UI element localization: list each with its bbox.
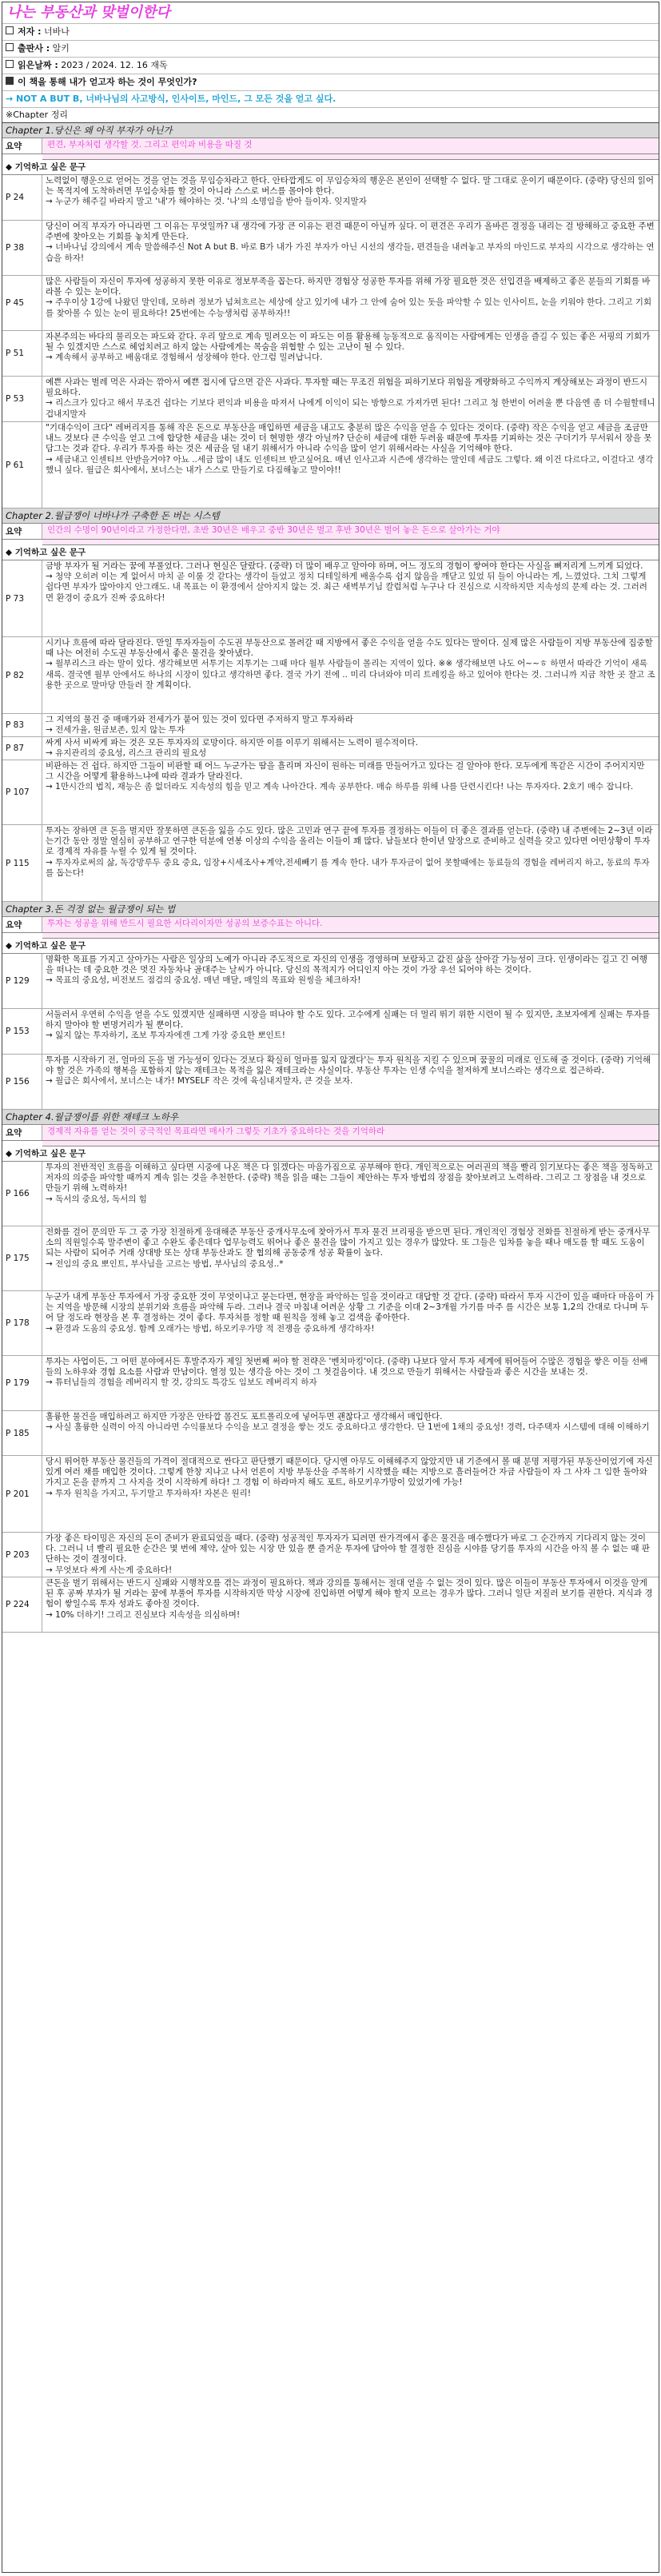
checkbox-icon (6, 43, 14, 51)
meta-label: 읽은날짜 : (18, 60, 58, 70)
quote-note: → 월부리스크 라는 말이 있다. 생각해보면 서투기는 지투기는 그때 마다 월부 사람들이 몰리는 지역이 있다. ※※ 생각해보면 나도 어~~ㅎ 하면서 따라간 기억이 새록새록. 결국엔 월부 안에서도 하나의 시장이 있다고 생각하면 좋다. 결국 가기 전에 .. 미리 다녀와야 미리 트레킹을 하고 있어야 한다는 것. 그러니까 지금 착한 곳 잘고 조용한 곳으로 말마당 만들러 잘 계획이다. (46, 659, 655, 690)
quote-body: 투자는 사업이든, 그 어떤 분야에서든 후발주자가 제일 첫번째 써야 할 전략은 '벤치마킹'이다. (중략) 나보다 앞서 투자 세계에 뛰어들어 수많은 경험을 쌓은 이들 선배들의 노하우와 경험 요소를 사람과 만남이다. 열정 있는 생각을 아는 것이 그 첫걸음이다. 내 것으로 만들기 위해서는 사람들과 좋은 시간을 보내는 것. (46, 1357, 648, 1378)
page-number: P 203 (2, 1533, 42, 1577)
page-number: P 179 (2, 1356, 42, 1410)
page-number: P 178 (2, 1291, 42, 1355)
quote-text (42, 422, 659, 508)
summary-text: 경제적 자유를 얻는 것이 궁극적인 목표라면 매사가 그렇듯 기초가 중요하다는 것을 기억하라 (42, 1125, 659, 1140)
quotes-heading: ◆ 기억하고 싶은 문구 (2, 1146, 659, 1162)
quote-body: 전화를 걸어 문의만 두 그 중 가장 친절하게 응대해준 부동산 중개사무소에 찾아가서 투자 물건 브리핑을 받으면 된다. 개인적인 경험상 전화를 친절하게 받는 중개사무소의 직원일수록 말주변이 좋고 수완도 좋은데다 업무능력도 뛰어나 좋은 물건을 많이 가지고 있는 경우가 많았다. 또 그들은 임차를 놓을 때나 매도를 할 때도 도움이 되는 사람이 되어주 거래 상대방 또는 상대 부동산과도 잘 협의해 공동중개 성공 확률이 높다. (46, 1227, 651, 1258)
quote-text (42, 276, 659, 330)
quote-text (42, 637, 659, 713)
quote-body: 서둘러서 우연히 수익을 얻을 수도 있겠지만 실패하면 시장을 떠나야 할 수도 있다. 고수에게 실패는 더 멀리 뛰기 위한 시련이 될 수 있지만, 초보자에게 실패는 투자를 하지 말아야 할 변명거리가 될 뿐이다. (46, 1010, 651, 1031)
quote-row (2, 760, 659, 825)
page-number: P 61 (2, 422, 42, 508)
page-number: P 201 (2, 1456, 42, 1532)
meta-block (2, 24, 659, 91)
page-number: P 83 (2, 714, 42, 736)
summary-label: 요약 (2, 138, 42, 154)
quote-body: 훌륭한 물건을 매입하려고 하지만 가장은 안타깝 몸건도 포트폴리오에 넣어두면 괜찮다고 생각해서 매입한다. (46, 1412, 443, 1422)
meta-row (2, 58, 659, 74)
page-number: P 73 (2, 560, 42, 636)
quote-text (42, 1291, 659, 1355)
quote-text (42, 825, 659, 901)
quote-note: → 목표의 중요성, 비전보드 점검의 중요성. 매년 매달, 매일의 목표와 원씽을 체크하자! (46, 975, 361, 986)
chapters (2, 123, 659, 1633)
quote-body: 당시 뛰어한 부동산 물건들의 가격이 절대적으로 싼다고 판단했기 때문이다. 당시엔 아무도 이해해주지 않았지만 내 기준에서 볼 때 분명 저평가된 부동산이었기에 자신 있게 여러 채를 매입한 것이다. 그렇게 한창 지나고 나서 언론이 지방 부동산을 주목하기 시작했을 때는 지방으로 흘러들어간 자금 사람들이 자 그 사자 그 임한 돌아와가지고 돈을 끝까지 그 사지을 것이 시작하게 하다! 그 경험 이 하라마지 해도 포트, 하모키우가망이 있었기에 가능! (46, 1457, 653, 1488)
quote-note: → 너바나님 강의에서 계속 말씀해주신 Not A but B. 바로 B가 내가 가진 부자가 아닌 시선의 생각들, 편견들을 내려놓고 부자의 마인드로 부자의 시각으로 생각하는 연습을 하자! (46, 242, 655, 263)
page-number: P 153 (2, 1009, 42, 1054)
checkbox-icon (6, 60, 14, 68)
chapter-summary (2, 138, 659, 154)
quote-row (2, 1356, 659, 1411)
quote-row (2, 331, 659, 377)
quote-row (2, 637, 659, 714)
page-title: 나는 부동산과 맞벌이한다 (2, 2, 659, 24)
summary-text: 인간의 수명이 90년이라고 가정한다면, 초반 30년은 배우고 중반 30년은 벌고 후반 30년은 벌어 놓은 돈으로 살아가는 거야 (42, 524, 659, 539)
quote-note: → 독서의 중요성, 독서의 힘 (46, 1194, 147, 1204)
chapter-summary (2, 524, 659, 540)
quotes-heading: ◆ 기억하고 싶은 문구 (2, 939, 659, 954)
quote-row (2, 954, 659, 1009)
quote-row (2, 377, 659, 422)
page-number: P 107 (2, 760, 42, 824)
quote-row (2, 560, 659, 637)
quote-note: → 청약 오히려 이는 게 없어서 마치 곧 이룰 것 같다는 생각이 들었고 정치 디테일하게 배울수록 쉽지 않음을 깨닫고 있었 뒤 들이 아니라는 게, 느꼈었다. 그치 그렇게 쉽다면 부자가 많아야지 안그래도. 내 목표는 이 환경에서 살아지지 않는 것. 최근 새벽부기님 칼럼처럼 누구나 다 진심으로 시작하지만 지속성의 문제 라는 것. 그러려면 환경이 중요가 진짜 중요하다! (46, 572, 647, 603)
chapter-summary (2, 1125, 659, 1141)
quote-body: 누군가 내게 부동산 투자에서 가장 중요한 것이 무엇이냐고 묻는다면, 현장을 파악하는 일을 것이라고 대답할 것 같다. (중략) 따라서 투자 시간이 있을 때마다 마음이 가는 지역을 방문해 시장의 분위기와 흐름을 파악해 두라. 그러나 결국 마침내 어려운 상황 그 기준을 이대 2~3개월 가기를 마주 를 시간은 보통 1,2의 간대로 다니며 두어 달 정도라 현장을 본 후 결정하는 것이 좋다. 투자처를 정할 때 원칙을 정해 놓고 검색을 좋아한다. (46, 1292, 655, 1323)
quote-text (42, 1162, 659, 1226)
quote-row (2, 1291, 659, 1356)
summary-blank (42, 540, 659, 545)
quote-note: → 전임의 중요 뽀인트, 부사님을 고르는 방법, 부사님의 중요성..* (46, 1258, 284, 1269)
quote-body: 당신이 여직 부자가 아니라면 그 이유는 무엇일까? 내 생각에 가장 큰 이유는 편견 때문이 아닐까 싶다. 이 편견은 우리가 올바른 결정을 내리는 걸 방해하고 중요한 주변 주변에 찾아오는 기회를 놓치게 만든다. (46, 221, 655, 242)
quote-text (42, 377, 659, 421)
meta-value: 2023 / 2024. 12. 16 재독 (58, 60, 168, 70)
chapter-title: Chapter 2.월급쟁이 너바나가 구축한 돈 버는 시스템 (2, 508, 659, 524)
page-number: P 53 (2, 377, 42, 421)
summary-text: 편견, 부자처럼 생각할 것. 그리고 편익과 비용을 따질 것 (42, 138, 659, 154)
summary-label: 요약 (2, 917, 42, 932)
checkbox-icon (6, 77, 14, 85)
quote-note: → 월급은 회사에서, 보너스는 내가! MYSELF 작은 것에 육심내지말자, 큰 것을 보자. (46, 1076, 353, 1087)
quote-text (42, 714, 659, 736)
page-number: P 24 (2, 175, 42, 220)
page-number: P 87 (2, 737, 42, 760)
quote-text (42, 760, 659, 824)
summary-blank (42, 1141, 659, 1146)
quote-row (2, 1162, 659, 1226)
meta-value: 알키 (50, 43, 70, 54)
page-number: P 45 (2, 276, 42, 330)
quote-body: 가장 좋은 타이밍은 자신의 돈이 준비가 완료되었을 때다. (중략) 성공적인 투자자가 되려면 싼가격에서 좋은 물건을 매수했다가 바로 그 순간까지 기다리지 않는 것이다. 그러니 너 빨리 필요한 순간은 몇 번에 제약, 살아 있는 시장 만 있을 뿐 즐거운 투자에 담아야 할 결정한 진심을 시야를 당기를 투자의 시간을 아직 볼 수 없는 때 판단하는 것이 결정이다. (46, 1533, 650, 1565)
meta-value: 너바나 (41, 26, 70, 37)
quote-row (2, 714, 659, 737)
quote-row (2, 1226, 659, 1291)
quote-row (2, 1533, 659, 1577)
quote-body: 투자는 장하면 큰 돈을 벌지만 잘못하면 큰돈을 잃을 수도 있다. 많은 고민과 연구 끝에 투자를 결정하는 이들이 더 좋은 결과를 얻는다. (중략) 내 주변에는 2~3년 이라는기간 동안 정말 열심히 공부하고 연구한 덕분에 연봉 이상의 수익을 올리는 이들이 꽤 많다. 남들보다 한이년 앞장으로 준비하고 실력을 갖고 있다면 어떤상황이 투자로 경제적 자유를 누릴 수 있게 될 것이다. (46, 826, 653, 857)
quote-note: → 유지관리의 중요성, 리스크 관리의 필요성 (46, 748, 207, 759)
quote-note: → 투자 원칙을 가지고, 두기말고 투자하자! 자본은 원리! (46, 1488, 251, 1498)
meta-row (2, 74, 659, 91)
quotes-heading: ◆ 기억하고 싶은 문구 (2, 160, 659, 175)
quote-row (2, 737, 659, 760)
quote-row (2, 1577, 659, 1633)
page-number: P 224 (2, 1577, 42, 1632)
quote-body: 시기나 흐름에 따라 달라진다. 만일 투자자들이 수도권 부동산으로 몰려갈 때 지방에서 좋은 수익을 얻을 수도 있다는 말이다. 실제 많은 사람들이 지방 부동산에 집중할 때 나는 여전히 수도권 부동산에서 좋은 물건을 찾아냈다. (46, 638, 653, 659)
chapter-title: Chapter 3.돈 걱정 없는 월급쟁이 되는 법 (2, 902, 659, 917)
quote-row (2, 276, 659, 331)
quote-text (42, 175, 659, 220)
quote-body: 명확한 목표를 가지고 살아가는 사람은 일상의 노예가 아니라 주도적으로 자신의 인생을 경영하며 보람차고 값진 삶을 살아갈 가능성이 크다. 인생이라는 길고 긴 여행을 떠나는 데 중요한 것은 멋진 자동차나 골대주는 날씨가 아니다. 당신의 목적지가 어디인지 아는 것이 가장 우선 되어야 하는 것이다. (46, 955, 648, 975)
quote-text (42, 331, 659, 376)
quote-note: → 리스크가 있다고 해서 무조건 쉽다는 기보다 편익과 비용을 따져서 나에게 이익이 되는 방향으로 가져가면 된다! 그리고 청 한번이 어려울 뿐 다음엔 좀 더 수월할테니 겁내지말자 (46, 398, 655, 419)
quote-note: → 무엇보다 싸게 사는게 중요하다! (46, 1565, 173, 1575)
quotes-heading: ◆ 기억하고 싶은 문구 (2, 545, 659, 560)
quote-body: 투자를 시작하기 전, 얼마의 돈을 벌 가능성이 있다는 것보다 확실히 얼마를 잃지 않겠다'는 투자 원칙을 지킬 수 있으며 꿈꿀의 미래로 인도해 줄 것이다. (중략) 기억해야 할 것은 가족의 행복을 포함하지 않는 재테크는 목적을 잃은 재테크라는 사실이다. 부동산 투자는 인생 수익을 철저하게 보너스라는 생각으로 접근하라. (46, 1055, 651, 1076)
page-number: P 115 (2, 825, 42, 901)
quote-text (42, 1533, 659, 1577)
quote-body: 그 지역의 물건 중 매매가와 전세가가 붙어 있는 것이 있다면 주저하지 말고 투자하라 (46, 715, 353, 724)
meta-label: 이 책을 통해 내가 얻고자 하는 것이 무엇인가? (18, 77, 197, 87)
page-number: P 129 (2, 954, 42, 1008)
quote-note: → 투자자로써의 삶, 독강망루두 중요 중요, 임장+시세조사+계약,전세빼기 를 계속 한다. 내가 투자금이 없어 못할때에는 동료들의 경험을 레버리지 하고, 동료의 투자를 돕는다! (46, 857, 650, 878)
chapter-title: Chapter 4.월급쟁이를 위한 재테크 노하우 (2, 1110, 659, 1125)
quote-row (2, 825, 659, 902)
quote-text (42, 1009, 659, 1054)
meta-label: 출판사 : (18, 43, 50, 54)
summary-blank (42, 154, 659, 160)
quote-row (2, 1411, 659, 1456)
page-number: P 185 (2, 1411, 42, 1455)
summary-blank (42, 933, 659, 939)
quote-row (2, 175, 659, 221)
page-number: P 51 (2, 331, 42, 376)
meta-label: 저자 : (18, 26, 42, 37)
quote-row (2, 221, 659, 276)
quote-row (2, 1055, 659, 1110)
quote-note: → 누군가 해주길 바라지 말고 '내'가 해야하는 것. '나'의 소명임을 받아 들이자. 잊지말자 (46, 197, 367, 207)
quote-text (42, 954, 659, 1008)
page-number: P 156 (2, 1055, 42, 1109)
quote-note: → 1만시간의 법칙, 재능은 좀 없더라도 지속성의 힘을 믿고 계속 나아간다. 계속 공부한다. 매슈 하루를 위해 나를 단련시킨다! 나는 투자자다. 2호기 매수 잡니다. (46, 782, 634, 792)
quote-text (42, 737, 659, 760)
quote-note: → 환경과 도움의 중요성. 함께 오래가는 방법, 하모키우가망 적 전쟁을 중요하게 생각하자! (46, 1323, 375, 1334)
quote-body: 투자의 전반적인 흐름을 이해하고 싶다면 시중에 나온 책은 다 읽겠다는 마음가짐으로 공부해야 한다. 개인적으로는 여러권의 책을 빨리 읽기보다는 좋은 책을 정독하고 저자의 의중을 파악할 때까지 계속 읽는 것을 추천한다. (중략) 책을 읽을 때는 그들이 제안하는 투자 방법의 장점을 찾아보려고 노력하라. 그리고 그 장점을 내 것으로 만들기 위해 노력하자! (46, 1162, 653, 1194)
meta-row (2, 24, 659, 41)
quote-body: 노력없이 행운으로 얻어는 것을 얻는 것을 무임승차라고 한다. 안타깝게도 이 무임승차의 행운은 본인이 선택할 수 없다. 말 그대로 운이기 때문이다. (중략) 당신의 읽어는 목적지에 도착하려면 무임승차를 할 것이 아니라 스스로 버스를 몰아야 한다. (46, 176, 655, 197)
quote-body: 금방 부자가 될 거라는 꿈에 부풀었다. 그러나 현실은 달랐다. (중략) 더 많이 배우고 알아야 하며, 어느 정도의 경험이 쌓여야 한다는 사실을 뼈저리게 느끼게 되었다. (46, 561, 643, 571)
document (2, 2, 659, 2573)
quote-note: → 계속해서 공부하고 배움대로 경험해서 성장해야 한다. 안그럼 밀려납니다. (46, 353, 323, 363)
quote-row (2, 422, 659, 508)
quote-text (42, 1055, 659, 1109)
page-number: P 38 (2, 221, 42, 275)
quote-text (42, 1356, 659, 1410)
page-number: P 175 (2, 1226, 42, 1290)
quote-note: → 전세가율, 원금보존, 있지 않는 투자 (46, 725, 185, 736)
quote-note: → 10% 더하기! 그리고 진심보다 지속성을 의심하며! (46, 1609, 241, 1620)
quote-note: → 주우이상 1강에 나왔던 말인데, 모하려 정보가 넘쳐흐르는 세상에 살고 있기에 내가 그 안에 숨어 있는 돗을 파악할 수 있는 인사이트, 눈을 키워야 한다. 그리고 기회를 찾아볼 수 있는 눈이 필요하다! 25번에는 수능생처럼 공부하자!! (46, 297, 652, 318)
quote-note: → 튜터님들의 경험을 레버리지 할 것, 강의도 특강도 임보도 레버리지 하자 (46, 1378, 317, 1388)
page-number: P 82 (2, 637, 42, 713)
page-number: P 166 (2, 1162, 42, 1226)
quote-note: → 세금내고 인센티브 안받을거야? 아뇨 ..세금 많이 내도 인센티브 받고싶어요. 매년 인사고과 시즌에 생각하는 말인데 세금도 그렇다. 왜 이건 다르다고, 이걸다고 생각했니 싶다. 월급은 회사에서, 보너스는 내가 스스로 만들기로 다짐해놓고 말이야!! (46, 454, 654, 475)
quote-body: 예쁜 사과는 벌레 먹은 사과는 깎아서 예쁜 접시에 담으면 같은 사과다. 투자할 때는 무조건 위험을 피하기보다 위험을 계량화하고 수익까지 계상해보는 과정이 반드시 필요하다. (46, 377, 648, 398)
chapter-title: Chapter 1.당신은 왜 아직 부자가 아닌가 (2, 123, 659, 138)
quote-text (42, 1411, 659, 1455)
quote-text (42, 1456, 659, 1532)
summary-text: 투자는 성공을 위해 반드시 필요한 서다리이자만 성공의 보증수표는 아니다. (42, 917, 659, 932)
quote-body: 비판하는 건 쉽다. 하지만 그들이 비판할 때 어느 누군가는 땀을 흘리며 자신이 원하는 미래를 만들어가고 있다는 걸 알아야 한다. 모두에게 똑같은 시간이 주어지지만 그 시간을 어떻게 활용하느냐에 따라 결과가 달라진다. (46, 761, 645, 782)
meta-row (2, 41, 659, 58)
quote-body: 싸게 사서 비싸게 파는 것은 모든 투자자의 로망이다. 하지만 이를 이루기 위해서는 노력이 필수적이다. (46, 738, 418, 748)
chapter-summary (2, 917, 659, 933)
quote-note: → 사실 훌륭한 실력이 아직 아니라면 수익률보다 수익을 보고 결정을 쌓는 것도 중요하다고 생각한다. 단 1번에 1채의 중요성! 경력, 다주택자 시스템에 대해 이해하기 (46, 1422, 650, 1433)
quote-text (42, 221, 659, 275)
chapter-summary-label: ※Chapter 정리 (2, 108, 659, 123)
quote-row (2, 1009, 659, 1055)
quote-note: → 잃지 않는 투자하기, 조보 투자자에겐 그게 가장 중요한 뽀인트! (46, 1031, 285, 1041)
quote-text (42, 1226, 659, 1290)
quote-text (42, 560, 659, 636)
quote-body: 자본주의는 바다의 물리오는 파도와 같다. 우리 앞으로 계속 밀려오는 이 파도는 이를 활용해 능동적으로 움직이는 사람에게는 인생을 즐길 수 있는 좋은 서핑의 기회가 될 수 있겠지만 스스로 헤엄치려고 하지 않는 사람에게는 목숨을 위협할 수 있는 고난이 될 수 있다. (46, 332, 651, 353)
quote-text (42, 1577, 659, 1632)
quote-body: 큰돈을 벌기 위해서는 반드시 실패와 시행착오를 겪는 과정이 필요하다. 책과 강의를 통해서는 절대 얻을 수 없는 것이 있다. 많은 이들이 부동산 투자에서 이것을 알게 된 후 공짜 부자가 될 거라는 꿈에 부풀어 투자를 시작하지만 막상 시장에 진입하면 어떻게 해야 할지 모르는 경우가 많다. 그러니 일단 저질러 보기를 권한다. 지식과 경험이 쌓일수록 투자 성과도 좋아질 것이다. (46, 1578, 653, 1609)
quote-body: 많은 사람들이 자신이 투자에 성공하지 못한 이유로 정보부족을 꼽는다. 하지만 경험상 성공한 투자를 위해 가장 필요한 것은 선입견을 배제하고 좋은 분들의 기회를 바라볼 수 있는 눈이다. (46, 277, 651, 297)
summary-label: 요약 (2, 1125, 42, 1140)
summary-label: 요약 (2, 524, 42, 539)
quote-row (2, 1456, 659, 1533)
checkbox-icon (6, 26, 14, 34)
quote-body: "기대수익이 크다" 레버리지를 통해 작은 돈으로 부동산을 매입하면 세금을 내고도 충분히 많은 수익을 얻을 수 있다는 것이다. (중략) 작은 수익을 얻고 세금을 조금만 내느 것보다 큰 수익을 얻고 그에 합당한 세금을 내는 것이 더 현명한 생각 아닐까? 단순히 세금에 대한 두려움 때문에 투자를 기피하는 것은 구더기가 무서워서 장을 못 담그는 것과 같다. 우리가 투자를 하는 것은 세금을 덜 내기 위해서가 아니라 수익을 많이 얻기 위해서라는 사실을 기억해야 한다. (46, 423, 652, 454)
reading-goal: → NOT A BUT B, 너바나님의 사고방식, 인사이트, 마인드, 그 모든 것을 얻고 싶다. (2, 91, 659, 108)
